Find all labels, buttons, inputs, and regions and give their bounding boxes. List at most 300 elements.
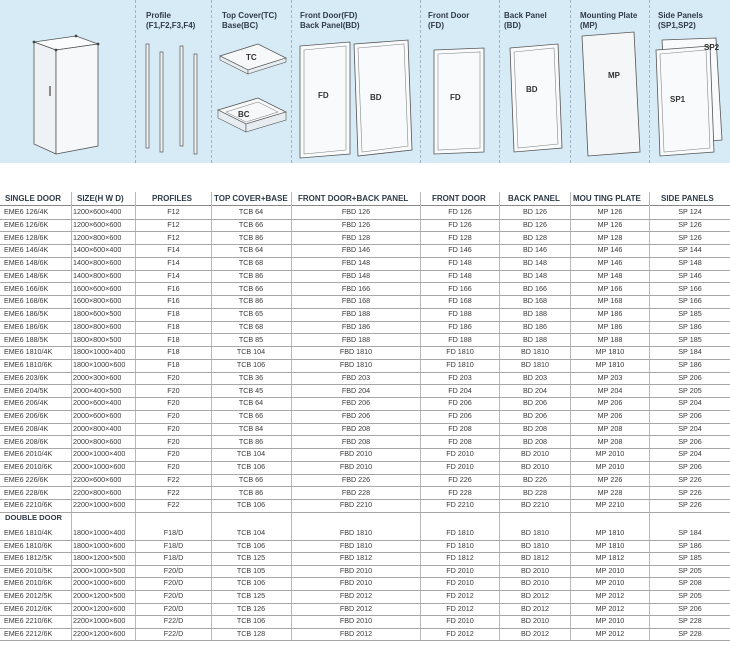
cell-front-door: FD 128 [448,232,472,242]
cell-mounting-plate: MP 168 [597,296,623,306]
cell-front-door: FD 208 [448,423,472,433]
cell-mounting-plate: MP 1810 [595,347,625,357]
cell-size: 2000×1000×600 [73,578,126,588]
cell-front-door: FD 2010 [446,565,474,575]
cell-profile: F22/D [163,628,184,638]
cell-size: 2000×1000×400 [73,449,126,459]
cell-top-cover-base: TCB 105 [236,565,266,575]
cell-mounting-plate: MP 126 [597,219,623,229]
side-panels-illustration [652,36,728,160]
cell-side-panels: SP 186 [678,540,702,550]
cell-mounting-plate: MP 2012 [595,628,625,638]
table-row [0,372,730,386]
cell-front-door: FD 148 [448,258,472,267]
table-row [0,461,730,475]
cell-side-panels: SP 166 [678,296,702,306]
cell-model: EME6 2010/5K [4,565,53,575]
cell-front-door: FD 1810 [446,528,474,537]
table-row [0,590,730,604]
cell-size: 2200×800×600 [73,487,122,497]
header-side-panels: SIDE PANELS [661,194,714,203]
cell-mounting-plate: MP 2012 [595,603,625,613]
cell-size: 2000×600×600 [73,411,122,420]
cell-back-panel: BD 2010 [521,616,549,626]
band-divider [211,0,212,163]
profiles-illustration [140,40,210,160]
cell-size: 1600×600×600 [73,283,122,293]
front-back-title: Front Door(FD) Back Panel(BD) [300,11,360,30]
cell-back-panel: BD 2010 [521,462,549,471]
cell-model: EME6 228/6K [4,487,49,497]
cell-model: EME6 208/6K [4,436,49,446]
cell-side-panels: SP 186 [678,321,702,331]
cell-profile: F20 [167,462,180,471]
cell-back-panel: BD 148 [523,258,547,267]
cell-model: EME6 203/6K [4,372,49,382]
cell-side-panels: SP 146 [678,270,702,280]
cell-profile: F18 [167,360,180,369]
cell-size: 2000×400×500 [73,385,122,395]
table-row [0,257,730,271]
cell-size: 2000×1000×500 [73,565,126,575]
cell-front-back: FBD 146 [341,245,371,255]
cell-front-back: FBD 166 [341,283,371,293]
cell-back-panel: BD 166 [523,283,547,293]
cell-size: 2000×1200×500 [73,591,126,600]
cell-side-panels: SP 185 [678,553,702,563]
cell-back-panel: BD 2012 [521,603,549,613]
table-row [0,232,730,246]
cell-size: 1400×800×600 [73,258,122,267]
cell-profile: F18/D [163,553,184,563]
table-row [0,321,730,335]
cell-model: EME6 2212/6K [4,628,53,638]
cell-side-panels: SP 206 [678,372,702,382]
cell-back-panel: BD 208 [523,423,547,433]
cell-mounting-plate: MP 148 [597,270,623,280]
cell-profile: F14 [167,270,180,280]
cell-back-panel: BD 1810 [521,528,549,537]
cell-profile: F22 [167,500,180,510]
cell-profile: F18 [167,347,180,357]
cell-side-panels: SP 204 [678,398,702,408]
cell-front-back: FBD 204 [341,385,371,395]
cell-profile: F16 [167,283,180,293]
cell-model: EME6 2010/4K [4,449,53,459]
cell-mounting-plate: MP 146 [597,258,623,267]
header-back-panel: BACK PANEL [508,194,560,203]
table-row [0,565,730,579]
cell-front-door: FD 2010 [446,578,474,588]
cell-top-cover-base: TCB 106 [236,616,266,626]
band-divider [649,0,650,163]
cell-front-door: FD 188 [448,334,472,344]
cell-profile: F20 [167,411,180,420]
bd-single-label: BD [526,85,538,94]
cell-mounting-plate: MP 128 [597,232,623,242]
header-top-cover-base: TOP COVER+BASE [214,194,288,203]
cell-front-door: FD 2210 [446,500,474,510]
cell-model: EME6 186/5K [4,309,49,318]
cell-size: 2200×600×600 [73,474,122,484]
cell-top-cover-base: TCB 68 [238,258,264,267]
cell-model: EME6 1810/4K [4,347,53,357]
cell-front-door: FD 2012 [446,628,474,638]
cell-model: EME6 206/4K [4,398,49,408]
table-row [0,499,730,513]
cell-top-cover-base: TCB 36 [238,372,264,382]
cell-back-panel: BD 208 [523,436,547,446]
cell-front-door: FD 186 [448,321,472,331]
band-divider [420,0,421,163]
band-divider [570,0,571,163]
cell-back-panel: BD 203 [523,372,547,382]
cell-back-panel: BD 206 [523,398,547,408]
cell-side-panels: SP 226 [678,474,702,484]
cell-side-panels: SP 226 [678,487,702,497]
cell-profile: F20/D [163,603,184,613]
table-row [0,334,730,348]
cell-size: 1800×1200×500 [73,553,126,563]
cell-model: EME6 1810/4K [4,528,53,537]
cell-mounting-plate: MP 186 [597,321,623,331]
cell-side-panels: SP 144 [678,245,702,255]
cell-front-back: FBD 126 [341,219,371,229]
cell-front-back: FBD 1812 [339,553,373,563]
cell-side-panels: SP 206 [678,603,702,613]
cell-mounting-plate: MP 208 [597,436,623,446]
cell-top-cover-base: TCB 64 [238,245,264,255]
tc-label: TC [246,53,257,62]
cell-back-panel: BD 1810 [521,347,549,357]
cell-profile: F18 [167,321,180,331]
cell-front-door: FD 168 [448,296,472,306]
cell-front-door: FD 126 [448,207,472,216]
header-profiles: PROFILES [152,194,193,203]
header-front-door: FRONT DOOR [432,194,486,203]
cell-front-back: FBD 188 [341,334,371,344]
cell-model: EME6 2012/6K [4,603,53,613]
cell-front-door: FD 2010 [446,462,474,471]
cell-side-panels: SP 228 [678,616,702,626]
cell-back-panel: BD 228 [523,487,547,497]
cell-side-panels: SP 206 [678,462,702,471]
cell-size: 2000×800×400 [73,423,122,433]
cell-front-back: FBD 2010 [339,449,373,459]
cell-front-door: FD 148 [448,270,472,280]
cell-mounting-plate: MP 226 [597,474,623,484]
cell-top-cover-base: TCB 106 [236,360,266,369]
cell-top-cover-base: TCB 66 [238,474,264,484]
cell-side-panels: SP 166 [678,283,702,293]
cell-back-panel: BD 2010 [521,449,549,459]
cell-side-panels: SP 184 [678,347,702,357]
cell-size: 1800×800×600 [73,321,122,331]
cell-size: 2000×300×600 [73,372,122,382]
cell-top-cover-base: TCB 104 [236,449,266,459]
cell-mounting-plate: MP 1812 [595,553,625,563]
table-row [0,308,730,322]
cell-top-cover-base: TCB 86 [238,270,264,280]
cell-profile: F12 [167,207,180,216]
table-row [0,527,730,541]
cell-top-cover-base: TCB 86 [238,232,264,242]
cell-size: 1600×800×600 [73,296,122,306]
table-row [0,628,730,642]
cell-front-door: FD 166 [448,283,472,293]
cell-front-door: FD 188 [448,309,472,318]
header-size: SIZE(H W D) [77,194,124,203]
cell-front-back: FBD 2012 [339,603,373,613]
table-row [0,552,730,566]
cell-profile: F20 [167,398,180,408]
cell-side-panels: SP 185 [678,334,702,344]
cell-profile: F20 [167,423,180,433]
band-divider [291,0,292,163]
cell-side-panels: SP 186 [678,360,702,369]
cell-side-panels: SP 206 [678,411,702,420]
cell-back-panel: BD 186 [523,321,547,331]
cell-top-cover-base: TCB 106 [236,500,266,510]
cell-back-panel: BD 188 [523,334,547,344]
cell-top-cover-base: TCB 45 [238,385,264,395]
cell-model: EME6 204/5K [4,385,49,395]
cell-size: 1800×1000×400 [73,528,126,537]
double-door-label: DOUBLE DOOR [5,513,62,522]
cell-front-door: FD 2012 [446,591,474,600]
cell-front-door: FD 2010 [446,449,474,459]
cell-mounting-plate: MP 188 [597,334,623,344]
cell-back-panel: BD 148 [523,270,547,280]
cell-front-back: FBD 148 [341,258,371,267]
cell-mounting-plate: MP 186 [597,309,623,318]
table-row [0,540,730,554]
cell-top-cover-base: TCB 64 [238,398,264,408]
table-row [0,436,730,450]
table-row [0,423,730,437]
cell-top-cover-base: TCB 106 [236,540,266,550]
cell-model: EME6 126/4K [4,207,49,216]
table-row [0,615,730,629]
cell-mounting-plate: MP 208 [597,423,623,433]
cell-top-cover-base: TCB 66 [238,219,264,229]
cell-top-cover-base: TCB 86 [238,296,264,306]
cell-front-back: FBD 186 [341,321,371,331]
cell-size: 2000×1000×600 [73,462,126,471]
table-row [0,206,730,220]
cell-top-cover-base: TCB 128 [236,628,266,638]
cell-top-cover-base: TCB 125 [236,591,266,600]
cell-mounting-plate: MP 2010 [595,449,625,459]
cell-model: EME6 2210/6K [4,500,53,510]
back-panel-illustration [506,40,568,156]
cell-top-cover-base: TCB 66 [238,411,264,420]
cell-size: 1200×600×400 [73,207,122,216]
table-row [0,270,730,284]
cell-back-panel: BD 1812 [521,553,549,563]
cell-back-panel: BD 1810 [521,360,549,369]
cell-front-door: FD 2012 [446,603,474,613]
cell-model: EME6 206/6K [4,411,49,420]
table-row [0,410,730,424]
cell-top-cover-base: TCB 86 [238,436,264,446]
cell-back-panel: BD 126 [523,219,547,229]
cell-profile: F20 [167,372,180,382]
cell-front-door: FD 208 [448,436,472,446]
cell-model: EME6 208/4K [4,423,49,433]
cell-mounting-plate: MP 206 [597,411,623,420]
cell-size: 1400×800×600 [73,270,122,280]
cell-front-back: FBD 2012 [339,628,373,638]
cell-side-panels: SP 126 [678,219,702,229]
cell-model: EME6 168/6K [4,296,49,306]
cell-size: 2200×1000×600 [73,616,126,626]
cell-front-back: FBD 2010 [339,578,373,588]
cabinet-illustration [20,14,120,164]
table-row [0,283,730,297]
cell-size: 2000×800×600 [73,436,122,446]
cell-model: EME6 166/6K [4,283,49,293]
cell-side-panels: SP 208 [678,578,702,588]
cell-back-panel: BD 2010 [521,578,549,588]
cell-profile: F20/D [163,565,184,575]
header-mounting-plate: MOU TING PLATE [573,194,641,203]
sp2-label: SP2 [704,43,720,52]
table-row [0,346,730,360]
table-row [0,295,730,309]
cell-front-door: FD 2010 [446,616,474,626]
cell-top-cover-base: TCB 84 [238,423,264,433]
cell-top-cover-base: TCB 66 [238,283,264,293]
cell-size: 2200×1200×600 [73,628,126,638]
cell-front-back: FBD 168 [341,296,371,306]
cell-side-panels: SP 205 [678,385,702,395]
cell-size: 1200×800×600 [73,232,122,242]
cell-front-back: FBD 2010 [339,462,373,471]
cell-side-panels: SP 205 [678,591,702,600]
cell-model: EME6 2010/6K [4,578,53,588]
cell-mounting-plate: MP 166 [597,283,623,293]
mounting-plate-title: Mounting Plate (MP) [580,11,638,30]
cell-side-panels: SP 206 [678,436,702,446]
cell-front-back: FBD 208 [341,436,371,446]
cell-model: EME6 126/6K [4,219,49,229]
cell-size: 1800×1000×400 [73,347,126,357]
cell-size: 1200×600×600 [73,219,122,229]
cell-mounting-plate: MP 146 [597,245,623,255]
table-row [0,448,730,462]
cell-model: EME6 2010/6K [4,462,53,471]
cell-model: EME6 1812/5K [4,553,53,563]
cell-size: 1800×800×500 [73,334,122,344]
front-door-title: Front Door (FD) [428,11,470,30]
band-divider [135,0,136,163]
cell-model: EME6 1810/6K [4,540,53,550]
cell-back-panel: BD 168 [523,296,547,306]
cell-front-back: FBD 2010 [339,565,373,575]
cell-side-panels: SP 124 [678,207,702,216]
cell-model: EME6 128/6K [4,232,49,242]
cell-profile: F18/D [163,528,184,537]
cell-size: 2000×600×400 [73,398,122,408]
cell-mounting-plate: MP 206 [597,398,623,408]
table-row [0,474,730,488]
bd-label: BD [370,93,382,102]
cell-back-panel: BD 128 [523,232,547,242]
cell-model: EME6 186/6K [4,321,49,331]
cell-front-door: FD 126 [448,219,472,229]
cell-back-panel: BD 2012 [521,628,549,638]
cell-profile: F18 [167,309,180,318]
cell-side-panels: SP 228 [678,628,702,638]
cell-profile: F12 [167,219,180,229]
cell-mounting-plate: MP 2010 [595,578,625,588]
cell-mounting-plate: MP 204 [597,385,623,395]
cell-front-door: FD 206 [448,411,472,420]
cell-mounting-plate: MP 126 [597,207,623,216]
cell-front-back: FBD 208 [341,423,371,433]
cell-side-panels: SP 204 [678,449,702,459]
bc-label: BC [238,110,250,119]
cell-back-panel: BD 2010 [521,565,549,575]
cell-front-door: FD 206 [448,398,472,408]
cell-profile: F20 [167,385,180,395]
cell-profile: F22 [167,487,180,497]
cell-model: EME6 226/6K [4,474,49,484]
cell-model: EME6 146/4K [4,245,49,255]
cell-back-panel: BD 188 [523,309,547,318]
cell-front-door: FD 1810 [446,347,474,357]
cell-model: EME6 148/6K [4,258,49,267]
cell-front-back: FBD 2210 [339,500,373,510]
table-row [0,359,730,373]
cell-profile: F18/D [163,540,184,550]
cell-front-back: FBD 126 [341,207,371,216]
mp-label: MP [608,71,620,80]
fd-single-label: FD [450,93,461,102]
cell-model: EME6 148/6K [4,270,49,280]
cell-front-back: FBD 1810 [339,360,373,369]
cell-back-panel: BD 2210 [521,500,549,510]
cell-size: 2000×1200×600 [73,603,126,613]
cell-front-back: FBD 1810 [339,540,373,550]
cell-profile: F20/D [163,578,184,588]
cell-front-door: FD 204 [448,385,472,395]
cell-size: 1800×1000×600 [73,540,126,550]
cell-profile: F16 [167,296,180,306]
cell-front-door: FD 1810 [446,360,474,369]
header-front-door-back-panel: FRONT DOOR+BACK PANEL [298,194,409,203]
cell-profile: F14 [167,245,180,255]
cell-front-door: FD 1812 [446,553,474,563]
cell-front-back: FBD 1810 [339,528,373,537]
cell-size: 1800×1000×600 [73,360,126,369]
cell-mounting-plate: MP 228 [597,487,623,497]
cell-top-cover-base: TCB 125 [236,553,266,563]
cell-side-panels: SP 226 [678,500,702,510]
cell-front-door: FD 146 [448,245,472,255]
table-row [0,487,730,501]
front-back-illustration [296,36,420,162]
mounting-plate-illustration [576,28,648,160]
cell-front-back: FBD 203 [341,372,371,382]
cell-side-panels: SP 126 [678,232,702,242]
cell-mounting-plate: MP 2010 [595,565,625,575]
cell-profile: F22 [167,474,180,484]
cell-top-cover-base: TCB 85 [238,334,264,344]
cell-profile: F14 [167,258,180,267]
cell-model: EME6 2210/6K [4,616,53,626]
